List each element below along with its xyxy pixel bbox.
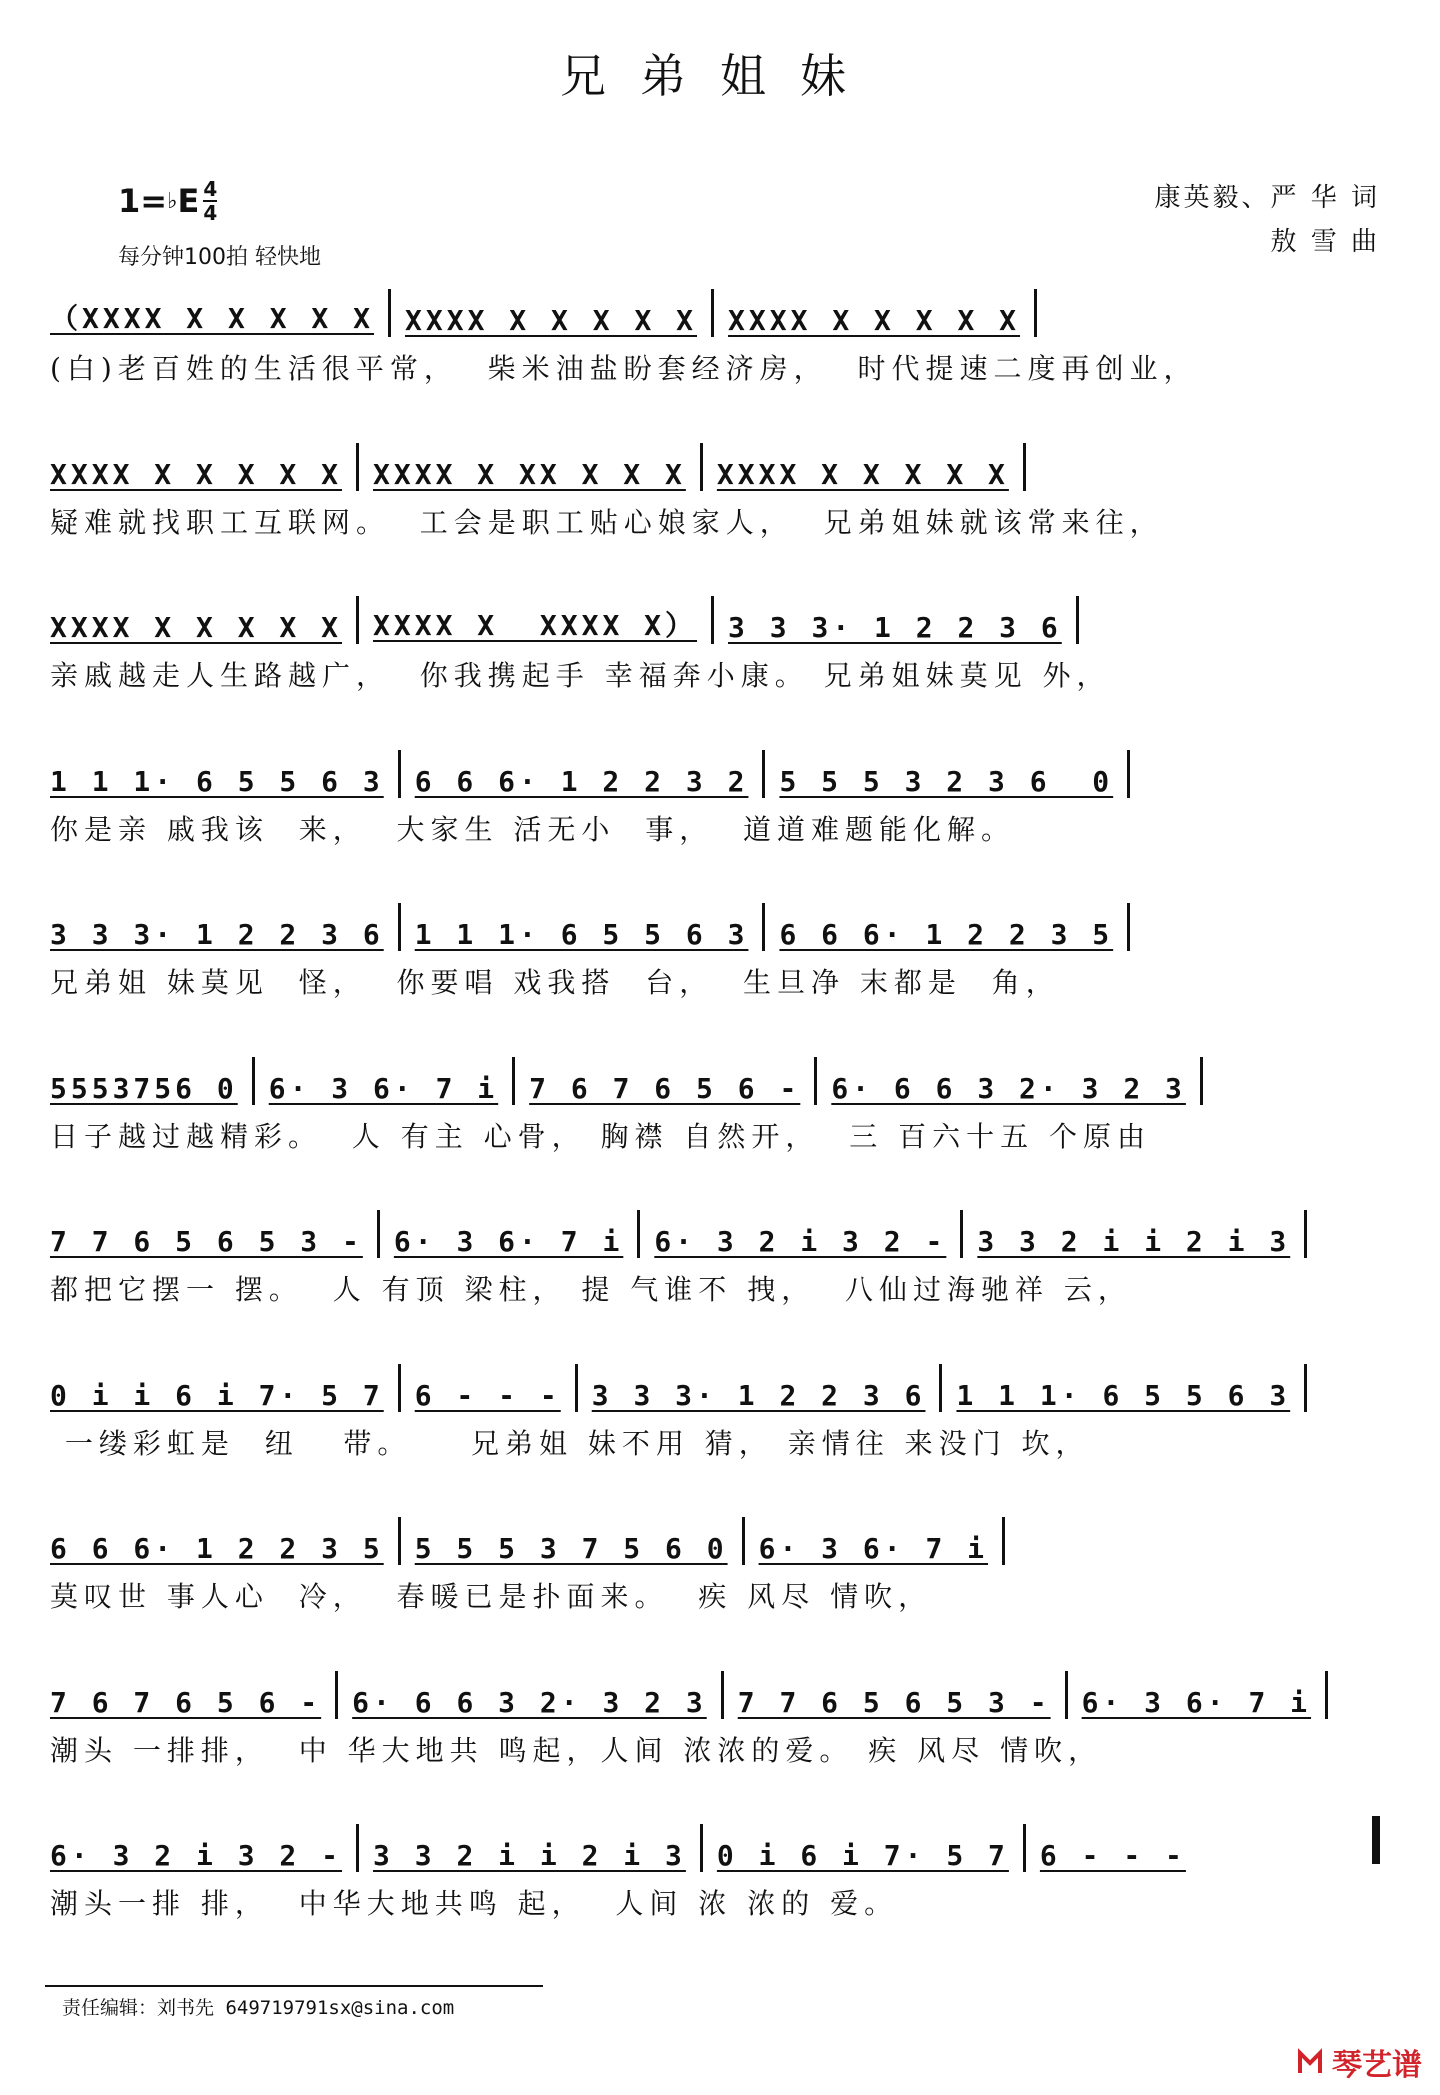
key-note: E <box>177 182 200 220</box>
measure: 6 - - - <box>414 1378 561 1412</box>
lyrics-line: 日子越过越精彩。 人 有主 心骨， 胸襟 自然开， 三 百六十五 个原由 <box>50 1119 1152 1153</box>
measure: 3 3 2 i i 2 i 3 <box>373 1839 686 1872</box>
barline <box>700 443 703 491</box>
score-system <box>50 1667 1380 1769</box>
barline <box>1023 1824 1026 1872</box>
barline <box>1325 1671 1328 1719</box>
barline <box>398 1517 401 1565</box>
score-system <box>50 439 1380 541</box>
measure: 0 i 6 i 7· 5 7 <box>716 1839 1009 1872</box>
lyrics-line: 莫叹世 事人心 冷， 春暖已是扑面来。 疾 风尽 情吹， <box>50 1580 933 1613</box>
final-barline <box>1372 1816 1380 1864</box>
measure: 6· 6 6 3 2· 3 2 3 <box>352 1685 707 1719</box>
notation-line <box>50 1206 1380 1258</box>
notation-line <box>50 592 1380 644</box>
notation-line <box>50 899 1380 951</box>
score-system <box>50 1206 1380 1308</box>
barline <box>1127 750 1130 798</box>
measure: XXXX X X X X X <box>716 457 1009 491</box>
notation-line <box>50 439 1380 491</box>
score-system <box>50 592 1380 694</box>
key-prefix: 1= <box>118 182 168 220</box>
barline <box>762 903 765 951</box>
barline <box>512 1057 515 1105</box>
measure: XXXX X XXXX X） <box>373 609 698 642</box>
barline <box>960 1210 963 1258</box>
measure: 1 1 1· 6 5 5 6 3 <box>956 1378 1291 1412</box>
barline <box>1076 596 1079 644</box>
notation-line <box>50 285 1380 337</box>
barline <box>1127 903 1130 951</box>
measure: 3 3 2 i i 2 i 3 <box>977 1225 1291 1258</box>
barline <box>1200 1057 1203 1105</box>
score-system <box>50 1513 1380 1615</box>
barline <box>711 289 714 337</box>
barline <box>762 750 765 798</box>
logo-icon <box>1296 2047 1326 2077</box>
notation-line <box>50 1360 1380 1412</box>
score-system <box>50 285 1380 387</box>
key-signature <box>118 178 217 224</box>
barline <box>1023 443 1026 491</box>
barline <box>742 1517 745 1565</box>
notation-line <box>50 1513 1380 1565</box>
measure: 6· 3 6· 7 i <box>1081 1685 1312 1719</box>
barline <box>721 1671 724 1719</box>
measure: 6· 3 2 i 3 2 - <box>50 1839 343 1872</box>
notation-line <box>50 1667 1380 1719</box>
lyrics-line: 都把它摆一 摆。 人 有顶 梁柱， 提 气谁不 拽， 八仙过海驰祥 云， <box>50 1273 1132 1306</box>
measure: 1 1 1· 6 5 5 6 3 <box>50 764 384 798</box>
measure: 3 3 3· 1 2 2 3 6 <box>50 918 384 951</box>
barline <box>398 903 401 951</box>
barline <box>1002 1517 1005 1565</box>
barline <box>700 1824 703 1872</box>
barline <box>575 1364 578 1412</box>
barline <box>335 1671 338 1719</box>
measure: 6· 6 6 3 2· 3 2 3 <box>831 1071 1186 1105</box>
measure: 6 6 6· 1 2 2 3 5 <box>779 918 1114 951</box>
notation-line <box>50 1053 1380 1105</box>
notation-line <box>50 1820 1380 1872</box>
barline <box>939 1364 942 1412</box>
measure: XXXX X X X X X <box>405 304 698 337</box>
measure: 3 3 3· 1 2 2 3 6 <box>591 1378 926 1412</box>
editor-credit: 责任编辑：刘书先 649719791sx@sina.com <box>62 1997 455 2019</box>
lyrics-line: 疑难就找职工互联网。 工会是职工贴心娘家人， 兄弟姐妹就该常来往， <box>50 505 1164 539</box>
composer-credit: 敖 雪 曲 <box>1270 227 1380 257</box>
score-system <box>50 1053 1380 1155</box>
credits <box>1154 176 1380 264</box>
measure: 7 6 7 6 5 6 - <box>529 1071 801 1105</box>
measure: 5 5 5 3 7 5 6 0 <box>414 1532 728 1565</box>
barline <box>814 1057 817 1105</box>
barline <box>377 1210 380 1258</box>
lyrics-line: (白)老百姓的生活很平常， 柴米油盐盼套经济房， 时代提速二度再创业， <box>50 352 1198 385</box>
tempo-marking: 每分钟100拍 轻快地 <box>118 245 321 270</box>
measure: 6· 3 2 i 3 2 - <box>654 1225 947 1258</box>
measure: XXXX X X X X X <box>728 304 1021 337</box>
barline <box>1065 1671 1068 1719</box>
time-signature <box>203 178 217 224</box>
measure: 3 3 3· 1 2 2 3 6 <box>728 611 1062 644</box>
measure: 7 7 6 5 6 5 3 - <box>50 1225 363 1258</box>
measure: 7 7 6 5 6 5 3 - <box>737 1685 1051 1719</box>
lyrics-line: 潮头 一排排， 中 华大地共 鸣起，人间 浓浓的爱。 疾 风尽 情吹， <box>50 1733 1103 1767</box>
measure: 1 1 1· 6 5 5 6 3 <box>414 918 749 951</box>
barline <box>711 596 714 644</box>
measure: 6· 3 6· 7 i <box>758 1532 989 1565</box>
barline <box>1034 289 1037 337</box>
barline <box>252 1057 255 1105</box>
logo-text: 琴艺谱 <box>1332 2048 1422 2083</box>
measure: XXXX X X X X X <box>50 457 343 491</box>
score-system <box>50 746 1380 848</box>
page-title: 兄弟姐妹 <box>560 49 880 103</box>
time-beats: 4 <box>203 177 218 201</box>
measure: 6 6 6· 1 2 2 3 2 <box>414 764 749 798</box>
measure: XXXX X X X X X <box>50 611 343 644</box>
measure: 0 i i 6 i 7· 5 7 <box>50 1378 384 1412</box>
barline <box>398 1364 401 1412</box>
measure: （XXXX X X X X X <box>50 302 375 335</box>
time-unit: 4 <box>203 201 218 225</box>
barline <box>356 443 359 491</box>
site-logo <box>1296 2040 1422 2084</box>
barline <box>1304 1364 1307 1412</box>
measure: 5 5 5 3 2 3 6 0 <box>779 764 1114 798</box>
barline <box>356 1824 359 1872</box>
notation-line <box>50 746 1380 798</box>
score-system <box>50 1360 1380 1462</box>
barline <box>356 596 359 644</box>
measure: XXXX X XX X X X <box>373 457 686 491</box>
measure: 6 - - - <box>1039 1839 1186 1872</box>
lyrics-line: 一缕彩虹是 纽 带。 兄弟姐 妹不用 猜， 亲情往 来没门 坎， <box>50 1426 1090 1460</box>
barline <box>388 289 391 337</box>
score-system <box>50 1820 1380 1922</box>
measure: 6· 3 6· 7 i <box>393 1225 624 1258</box>
measure: 7 6 7 6 5 6 - <box>50 1685 322 1719</box>
barline <box>1304 1210 1307 1258</box>
lyricist-credit: 康英毅、严 华 词 <box>1154 183 1380 213</box>
lyrics-line: 潮头一排 排， 中华大地共鸣 起， 人间 浓 浓的 爱。 <box>50 1887 899 1920</box>
measure: 6· 3 6· 7 i <box>268 1071 499 1105</box>
score-system <box>50 899 1380 1001</box>
barline <box>398 750 401 798</box>
barline <box>637 1210 640 1258</box>
lyrics-line: 兄弟姐 妹莫见 怪， 你要唱 戏我搭 台， 生旦净 末都是 角， <box>50 966 1060 999</box>
measure: 5553756 0 <box>50 1071 238 1105</box>
flat-sign: ♭ <box>167 188 178 214</box>
footer-divider <box>45 1985 543 1987</box>
measure: 6 6 6· 1 2 2 3 5 <box>50 1532 384 1565</box>
lyrics-line: 亲戚越走人生路越广， 你我携起手 幸福奔小康。 兄弟姐妹莫见 外， <box>50 659 1111 692</box>
lyrics-line: 你是亲 戚我该 来， 大家生 活无小 事， 道道难题能化解。 <box>50 812 1016 846</box>
